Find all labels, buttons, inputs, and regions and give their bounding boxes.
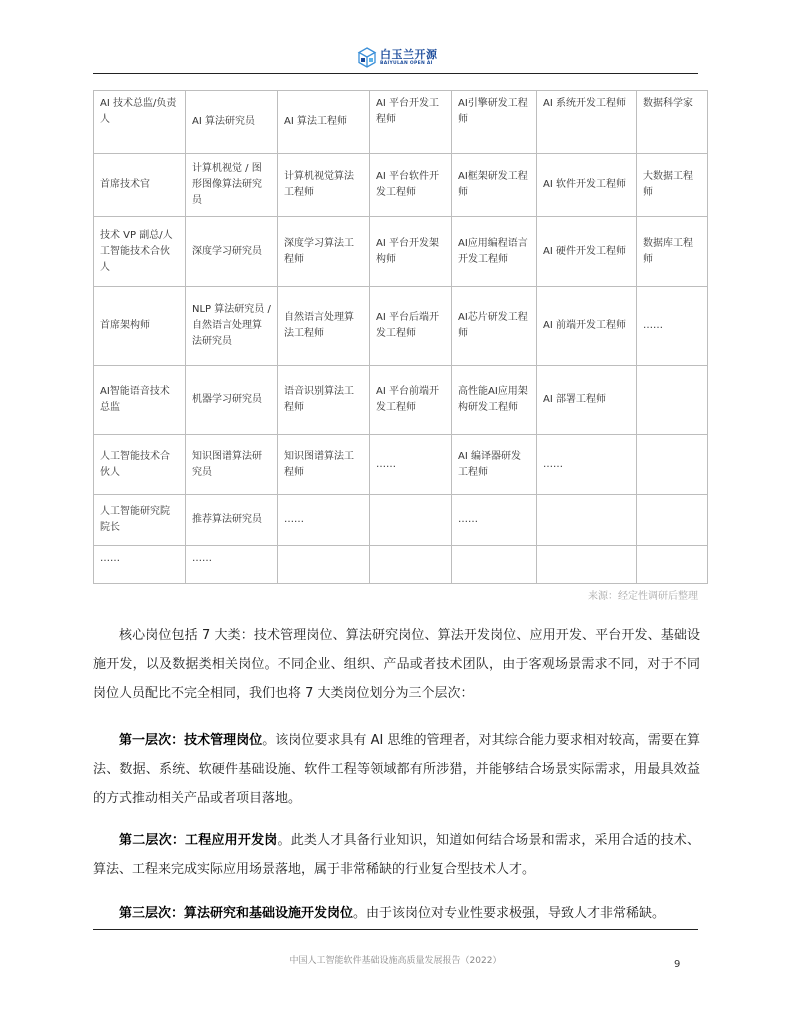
table-cell: 推荐算法研究员 <box>186 495 278 546</box>
table-row <box>94 435 708 495</box>
table-cell: …… <box>537 435 637 495</box>
table-cell: 计算机视觉算法工程师 <box>278 154 370 217</box>
table-cell: …… <box>637 287 708 366</box>
table-cell: 数据科学家 <box>637 91 708 154</box>
table-cell: 高性能AI应用架构研发工程师 <box>452 366 537 435</box>
table-cell: 深度学习算法工程师 <box>278 217 370 287</box>
table-row <box>94 366 708 435</box>
table-cell: AI 编译器研发工程师 <box>452 435 537 495</box>
job-positions-table <box>93 90 708 584</box>
level-3-heading: 第三层次：算法研究和基础设施开发岗位 <box>119 906 354 921</box>
table-cell: 数据库工程师 <box>637 217 708 287</box>
table-cell: NLP 算法研究员 / 自然语言处理算法研究员 <box>186 287 278 366</box>
table-cell <box>637 366 708 435</box>
body-paragraph-intro: 核心岗位包括 7 大类：技术管理岗位、算法研究岗位、算法开发岗位、应用开发、平台开发、基础设施开发，以及数据类相关岗位。不同企业、组织、产品或者技术团队，由于客观场景需求不同，对于不同岗位人员配比不完全相同，我们也将 7 大类岗位划分为三个层次： <box>93 628 700 701</box>
table-cell: 首席架构师 <box>94 287 186 366</box>
page-number: 9 <box>674 959 681 970</box>
table-cell: AI 平台开发架构师 <box>370 217 452 287</box>
table-cell <box>637 546 708 584</box>
level-2-heading: 第二层次：工程应用开发岗 <box>119 833 278 848</box>
table-cell: 深度学习研究员 <box>186 217 278 287</box>
level-2-text: 。此类人才具备行业知识，知道如何结合场景和需求，采用合适的技术、算法、工程来完成实际应用场景落地，属于非常稀缺的行业复合型技术人才。 <box>93 833 700 877</box>
body-paragraph-level-2 <box>93 826 700 884</box>
table-cell: 人工智能技术合伙人 <box>94 435 186 495</box>
table-cell <box>537 495 637 546</box>
table-cell: …… <box>370 435 452 495</box>
table-cell: 首席技术官 <box>94 154 186 217</box>
level-1-text: 。该岗位要求具有 AI 思维的管理者，对其综合能力要求相对较高，需要在算法、数据、系统、软硬件基础设施、软件工程等领域都有所涉猎，并能够结合场景实际需求，用最具效益的方式推动相关产品或者项目落地。 <box>93 733 700 806</box>
table-cell: 知识图谱算法工程师 <box>278 435 370 495</box>
body-paragraph-level-3 <box>93 899 700 928</box>
table-row <box>94 546 708 584</box>
table-cell <box>637 435 708 495</box>
table-cell: AI 平台后端开发工程师 <box>370 287 452 366</box>
table-row <box>94 154 708 217</box>
level-1-heading: 第一层次：技术管理岗位 <box>119 733 263 748</box>
table-source-note: 来源：经定性调研后整理 <box>588 591 698 602</box>
table-row <box>94 495 708 546</box>
level-3-text: 。由于该岗位对专业性要求极强，导致人才非常稀缺。 <box>353 906 666 921</box>
table-cell: AI应用编程语言开发工程师 <box>452 217 537 287</box>
brand-logo <box>357 47 438 69</box>
table-cell: 计算机视觉 / 图形图像算法研究员 <box>186 154 278 217</box>
logo-chinese-name: 白玉兰开源 <box>380 48 438 62</box>
table-cell: AI 平台前端开发工程师 <box>370 366 452 435</box>
table-cell: AI智能语音技术总监 <box>94 366 186 435</box>
table-row <box>94 287 708 366</box>
cube-logo-icon <box>357 47 377 69</box>
table-cell: AI 平台软件开发工程师 <box>370 154 452 217</box>
table-cell: AI 系统开发工程师 <box>537 91 637 154</box>
table-cell: AI 前端开发工程师 <box>537 287 637 366</box>
logo-english-name: BAIYULAN OPEN AI <box>380 61 433 67</box>
table-cell: 知识图谱算法研究员 <box>186 435 278 495</box>
table-cell: 人工智能研究院院长 <box>94 495 186 546</box>
table-cell <box>278 546 370 584</box>
footer-report-title: 中国人工智能软件基础设施高质量发展报告（2022） <box>289 956 502 966</box>
table-cell: AI 硬件开发工程师 <box>537 217 637 287</box>
table-cell: AI 技术总监/负责人 <box>94 91 186 154</box>
table-cell: AI框架研发工程师 <box>452 154 537 217</box>
table-cell: AI 部署工程师 <box>537 366 637 435</box>
table-cell: …… <box>94 546 186 584</box>
table-row <box>94 91 708 154</box>
table-cell: AI 算法工程师 <box>278 91 370 154</box>
table-cell: AI引擎研发工程师 <box>452 91 537 154</box>
body-paragraph-level-1 <box>93 726 700 813</box>
table-cell: 语音识别算法工程师 <box>278 366 370 435</box>
table-cell <box>452 546 537 584</box>
table-cell <box>370 546 452 584</box>
table-cell: AI 算法研究员 <box>186 91 278 154</box>
table-cell: AI 平台开发工程师 <box>370 91 452 154</box>
table-cell: 自然语言处理算法工程师 <box>278 287 370 366</box>
table-cell: 技术 VP 副总/人工智能技术合伙人 <box>94 217 186 287</box>
table-cell: AI芯片研发工程师 <box>452 287 537 366</box>
table-cell: …… <box>452 495 537 546</box>
table-cell <box>637 495 708 546</box>
table-cell: AI 软件开发工程师 <box>537 154 637 217</box>
table-cell <box>370 495 452 546</box>
table-cell <box>537 546 637 584</box>
table-cell: 机器学习研究员 <box>186 366 278 435</box>
table-cell: …… <box>278 495 370 546</box>
table-cell: 大数据工程师 <box>637 154 708 217</box>
page-header <box>0 0 791 76</box>
table-row <box>94 217 708 287</box>
table-cell: …… <box>186 546 278 584</box>
header-divider <box>93 73 698 74</box>
footer-divider <box>93 929 698 930</box>
